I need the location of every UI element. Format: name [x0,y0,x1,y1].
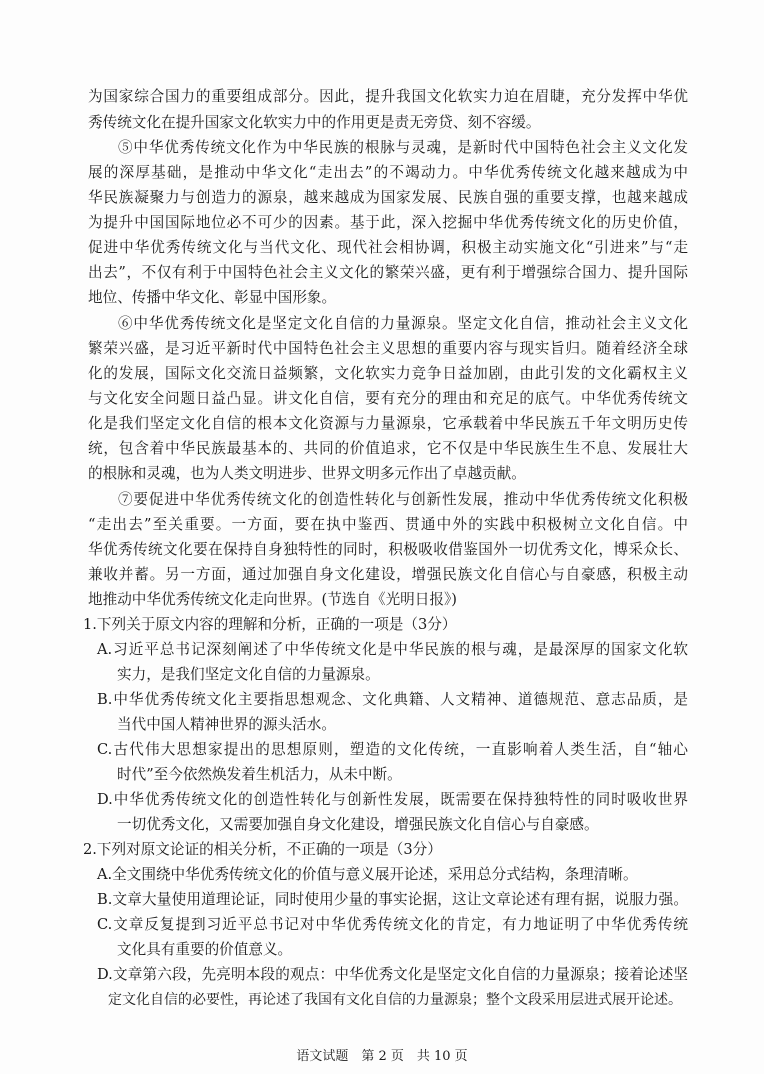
option-d-cont: 定文化自信的必要性，再论述了我国有文化自信的力量源泉；整个文段采用层进式展开论述。 [108,992,682,1008]
paragraph-line: 华民族凝聚力与创造力的源泉，越来越成为国家发展、民族自强的重要支撑，也越来越成 [88,189,688,206]
paragraph-line: ⑥中华优秀传统文化是坚定文化自信的力量源泉。坚定文化自信，推动社会主义文化 [118,315,688,332]
option-c-cont: 时代”至今依然焕发着生机活力，从未中断。 [117,766,402,783]
option-a: A.全文围绕中华优秀传统文化的价值与意义展开论述，采用总分式结构，条理清晰。 [97,866,638,883]
option-a: A.习近平总书记深刻阐述了中华传统文化是中华民族的根与魂，是最深厚的国家文化软 [97,641,688,658]
option-b: B.文章大量使用道理论证，同时使用少量的事实论据，这让文章论述有理有据，说服力强。 [97,891,688,908]
paragraph-line: “走出去”至关重要。一方面，要在执中鉴西、贯通中外的实践中积极树立文化自信。中 [88,516,688,533]
paragraph-line: 与文化安全问题日益凸显。讲文化自信，要有充分的理由和充足的底气。中华优秀传统文 [88,390,688,407]
question-stem: 1.下列关于原文内容的理解和分析，正确的一项是（3分） [83,616,457,633]
paragraph-line: 出去”，不仅有利于中国特色社会主义文化的繁荣兴盛，更有利于增强综合国力、提升国际 [88,264,688,281]
paragraph-line: 繁荣兴盛，是习近平新时代中国特色社会主义思想的重要内容与现实旨归。随着经济全球 [88,340,688,357]
paragraph-line: 兼收并蓄。另一方面，通过加强自身文化建设，增强民族文化自信心与自豪感，积极主动 [88,566,688,583]
paragraph-line: 化是我们坚定文化自信的根本文化资源与力量源泉，它承载着中华民族五千年文明历史传 [88,415,688,432]
page-footer: 语文试题 第 2 页 共 10 页 [296,1049,468,1064]
option-a-cont: 实力，是我们坚定文化自信的力量源泉。 [117,666,380,683]
paragraph-line: 地位、传播中华文化、彰显中国形象。 [88,289,337,306]
option-c: C.古代伟大思想家提出的思想原则，塑造的文化传统，一直影响着人类生活，自“轴心 [97,741,688,758]
question-stem: 2.下列对原文论证的相关分析，不正确的一项是（3分） [83,841,442,858]
paragraph-line: 为提升中国国际地位必不可少的因素。基于此，深入挖掘中华优秀传统文化的历史价值， [88,214,688,231]
paragraph-line: 地推动中华优秀传统文化走向世界。(节选自《光明日报》) [88,591,457,608]
option-d: D.文章第六段，先亮明本段的观点：中华优秀文化是坚定文化自信的力量源泉；接着论述坚 [97,966,688,983]
paragraph-line: 华优秀传统文化要在保持自身独特性的同时，积极吸收借鉴国外一切优秀文化，博采众长、 [88,541,688,558]
paragraph-line: ⑤中华优秀传统文化作为中华民族的根脉与灵魂，是新时代中国特色社会主义文化发 [118,139,688,156]
option-d-cont: 一切优秀文化，又需要加强自身文化建设，增强民族文化自信心与自豪感。 [117,816,599,833]
paragraph-line: 促进中华优秀传统文化与当代文化、现代社会相协调，积极主动实施文化“引进来”与“走 [88,239,688,256]
paragraph-line: ⑦要促进中华优秀传统文化的创造性转化与创新性发展，推动中华优秀传统文化积极 [118,491,688,508]
paragraph-line: 秀传统文化在提升国家文化软实力中的作用更是责无旁贷、刻不容缓。 [88,114,541,131]
option-d: D.中华优秀传统文化的创造性转化与创新性发展，既需要在保持独特性的同时吸收世界 [97,791,688,808]
option-c-cont: 文化具有重要的价值意义。 [117,941,293,958]
paragraph-line: 的根脉和灵魂，也为人类文明进步、世界文明多元作出了卓越贡献。 [88,465,526,482]
paragraph-line: 统，包含着中华民族最基本的、共同的价值追求，它不仅是中华民族生生不息、发展壮大 [88,440,688,457]
option-b-cont: 当代中国人精神世界的源头活水。 [117,716,336,733]
option-b: B.中华优秀传统文化主要指思想观念、文化典籍、人文精神、道德规范、意志品质，是 [97,691,688,708]
paragraph-line: 展的深厚基础，是推动中华文化“走出去”的不竭动力。中华优秀传统文化越来越成为中 [88,164,688,181]
paragraph-line: 化的发展，国际文化交流日益频繁，文化软实力竞争日益加剧，由此引发的文化霸权主义 [88,365,688,382]
paragraph-line: 为国家综合国力的重要组成部分。因此，提升我国文化软实力迫在眉睫，充分发挥中华优 [88,88,688,105]
option-c: C.文章反复提到习近平总书记对中华优秀传统文化的肯定，有力地证明了中华优秀传统 [97,916,688,933]
